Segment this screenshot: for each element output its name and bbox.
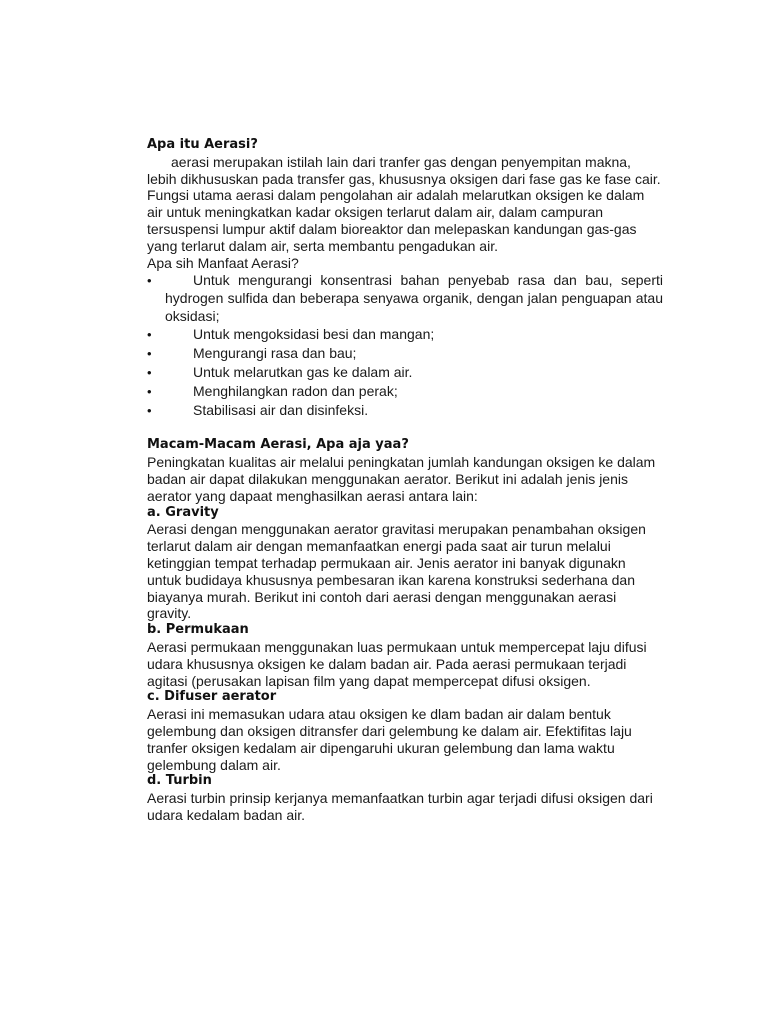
aeration-types-intro-paragraph: Peningkatan kualitas air melalui peningkatan jumlah kandungan oksigen ke dalam badan air dapat dilakukan menggunakan aerator. Berikut ini adalah jenis jenis aerator yang dapaat menghasilkan aerasi antara lain: bbox=[147, 454, 656, 504]
aeration-definition-paragraph: aerasi merupakan istilah lain dari tranfer gas dengan penyempitan makna, lebih dikhususkan pada transfer gas, khususnya oksigen dari fase gas ke fase cair. Fungsi utama aerasi dalam pengolahan air adalah melarutkan oksigen ke dalam air untuk meningkatkan kadar oksigen terlarut dalam air, dalam campuran tersuspensi lumpur aktif dalam bioreaktor dan melepaskan kandungan gas-gas yang terlarut dalam air, serta membantu pengadukan air. bbox=[147, 153, 661, 254]
list-item-text: Untuk mengurangi konsentrasi bahan penyebab rasa dan bau, seperti hydrogen sulfida dan beberapa senyawa organik, dengan jalan penguapan atau oksidasi; bbox=[165, 272, 663, 325]
type-title-surface: b. Permukaan bbox=[147, 622, 249, 638]
benefits-title: Apa sih Manfaat Aerasi? bbox=[147, 254, 299, 271]
list-item bbox=[147, 363, 663, 382]
type-text-gravity: Aerasi dengan menggunakan aerator gravitasi merupakan penambahan oksigen terlarut dalam air dengan memanfaatkan energi pada saat air turun melalui ketinggian tempat terhadap permukaan air. Jenis aerator ini banyak digunakn untuk budidaya khususnya pembesaran ikan karena konstruksi sederhana dan biayanya murah. Berikut ini contoh dari aerasi dengan menggunakan aerasi gravity. bbox=[147, 521, 646, 622]
document-page bbox=[147, 137, 663, 824]
type-text-turbine: Aerasi turbin prinsip kerjanya memanfaatkan turbin agar terjadi difusi oksigen dari udara kedalam badan air. bbox=[147, 790, 653, 823]
bullet-icon: • bbox=[147, 365, 152, 381]
type-text-diffuser: Aerasi ini memasukan udara atau oksigen ke dlam badan air dalam bentuk gelembung dan oksigen ditransfer dari gelembung ke dalam air. Efektifitas laju tranfer oksigen kedalam air dipengaruhi ukuran gelembung dan lama waktu gelembung dalam air. bbox=[147, 706, 632, 773]
bullet-icon: • bbox=[147, 273, 152, 289]
type-title-diffuser: c. Difuser aerator bbox=[147, 689, 277, 705]
section-heading-aeration-types: Macam-Macam Aerasi, Apa aja yaa? bbox=[147, 437, 409, 453]
type-title-turbine: d. Turbin bbox=[147, 773, 212, 789]
list-item bbox=[147, 344, 663, 363]
list-item-text: Menghilangkan radon dan perak; bbox=[193, 383, 398, 400]
list-item-text: Untuk mengoksidasi besi dan mangan; bbox=[193, 326, 435, 343]
list-item bbox=[147, 271, 663, 325]
bullet-icon: • bbox=[147, 403, 152, 419]
benefits-list bbox=[147, 271, 663, 420]
list-item bbox=[147, 325, 663, 344]
list-item-text: Untuk melarutkan gas ke dalam air. bbox=[193, 364, 413, 381]
type-text-surface: Aerasi permukaan menggunakan luas permukaan untuk mempercepat laju difusi udara khususnya oksigen ke dalam badan air. Pada aerasi permukaan terjadi agitasi (perusakan lapisan film yang dapat mempercepat difusi oksigen. bbox=[147, 638, 647, 689]
list-item bbox=[147, 401, 663, 420]
list-item-text: Stabilisasi air dan disinfeksi. bbox=[193, 402, 369, 419]
list-item bbox=[147, 382, 663, 401]
bullet-icon: • bbox=[147, 327, 152, 343]
type-title-gravity: a. Gravity bbox=[147, 504, 219, 520]
section-spacer bbox=[147, 420, 663, 437]
bullet-icon: • bbox=[147, 346, 152, 362]
list-item-text: Mengurangi rasa dan bau; bbox=[193, 345, 357, 362]
bullet-icon: • bbox=[147, 384, 152, 400]
section-heading-what-is-aeration: Apa itu Aerasi? bbox=[147, 137, 258, 152]
